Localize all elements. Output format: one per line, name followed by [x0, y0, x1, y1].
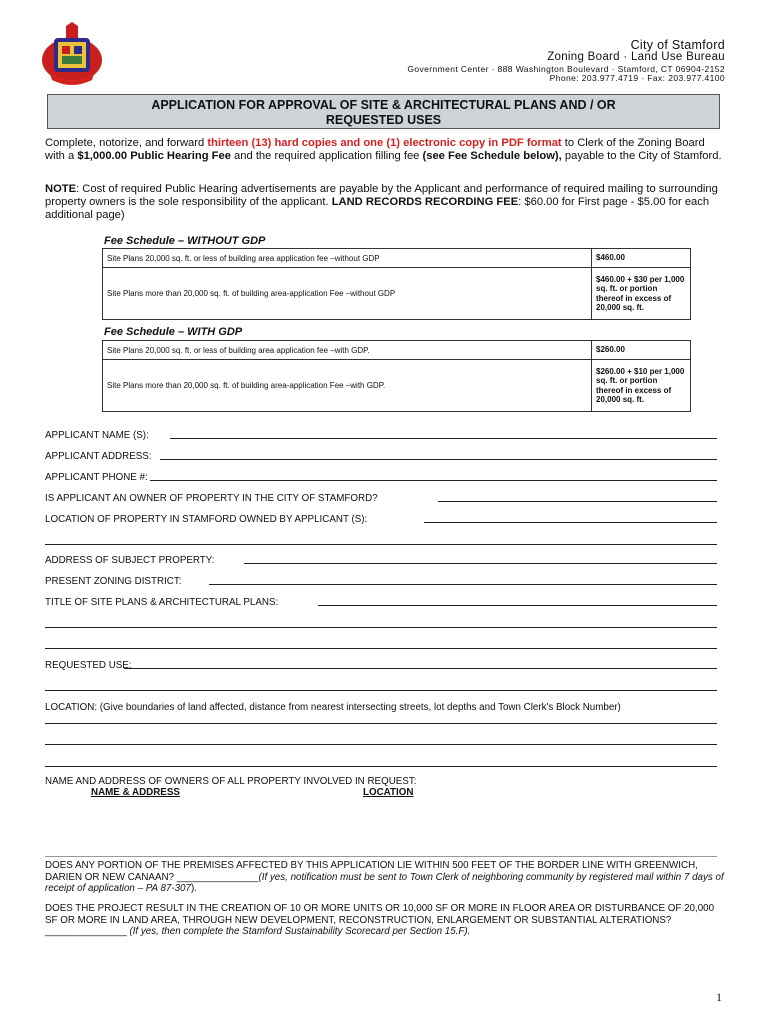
fee-desc: Site Plans 20,000 sq. ft. or less of building area application fee –with GDP. [103, 341, 592, 360]
applicant-address-label: APPLICANT ADDRESS: [45, 451, 152, 462]
border-question-text: DOES ANY PORTION OF THE PREMISES AFFECTED BY THIS APPLICATION LIE WITHIN 500 FEET OF THE BORDER LINE WITH GREENWICH, DARIEN OR NEW CANAAN? _______________ [45, 860, 698, 883]
fee-amount: $260.00 [592, 341, 691, 360]
fee-amount: $460.00 + $30 per 1,000 sq. ft. or portion thereof in excess of 20,000 sq. ft. [592, 268, 691, 320]
intro-paragraph [45, 137, 725, 163]
recording-fee-label: LAND RECORDS RECORDING FEE [331, 196, 519, 208]
form-title-line1: APPLICATION FOR APPROVAL OF SITE & ARCHITECTURAL PLANS AND / OR [151, 98, 616, 112]
intro-a: Complete, notorize, and forward [45, 137, 208, 149]
owners-col-location: LOCATION [363, 787, 414, 798]
location-field-line3[interactable] [45, 766, 717, 767]
table-row [103, 268, 691, 320]
plans-title-field-line2[interactable] [45, 627, 717, 628]
border-question-note: (If yes, notification must be sent to Town Clerk of neighboring community by registered mail within 7 days of receipt of application – PA 87-307 [45, 871, 724, 894]
is-owner-field[interactable] [438, 501, 717, 502]
plans-title-field-line3[interactable] [45, 648, 717, 649]
plans-title-field[interactable] [318, 605, 717, 606]
intro-copies: thirteen (13) hard copies and one (1) electronic copy in PDF format [207, 137, 562, 149]
intro-g: payable to the City of Stamford. [561, 150, 722, 162]
location-field-line2[interactable] [45, 744, 717, 745]
form-title-line2: REQUESTED USES [325, 113, 442, 127]
intro-e: and the required application filling fee [230, 150, 423, 162]
applicant-phone-label: APPLICANT PHONE #: [45, 472, 148, 483]
note-label: NOTE [45, 183, 77, 195]
note-paragraph [45, 183, 725, 222]
bureau-name: Zoning Board · Land Use Bureau [547, 51, 725, 63]
zoning-district-field[interactable] [209, 584, 717, 585]
applicant-name-field[interactable] [170, 438, 717, 439]
note-text: : Cost of required Public Hearing advertisements are payable by the Applicant and performance of required mailing to surrounding property owners is the sole responsibility of the applicant. [45, 183, 718, 208]
zoning-district-label: PRESENT ZONING DISTRICT: [45, 576, 182, 587]
intro-hearing-fee: $1,000.00 Public Hearing Fee [77, 150, 231, 162]
location-label: LOCATION: (Give boundaries of land affected, distance from nearest intersecting streets, lot depths and Town Clerk's Block Number) [45, 702, 621, 713]
fee-desc: Site Plans 20,000 sq. ft. or less of building area application fee –without GDP [103, 249, 592, 268]
requested-use-field-line2[interactable] [45, 690, 717, 691]
border-question [45, 860, 725, 895]
office-address: Government Center · 888 Washington Boulevard · Stamford, CT 06904-2152 [407, 64, 725, 74]
form-title [47, 94, 720, 129]
city-seal-logo [40, 20, 104, 88]
location-owned-field-line2[interactable] [45, 544, 717, 545]
table-row [103, 360, 691, 412]
sustainability-question-text: DOES THE PROJECT RESULT IN THE CREATION OF 10 OR MORE UNITS OR 10,000 SF OR MORE IN FLOOR AREA OR DISTURBANCE OF 20,000 SF OR MORE IN LAND AREA, THROUGH NEW DEVELOPMENT, RECONSTRUCTION, ENLARGEMENT OR SUBSTANTIAL ALTERATIONS? _______________ [45, 903, 715, 937]
plans-title-label: TITLE OF SITE PLANS & ARCHITECTURAL PLANS: [45, 597, 279, 608]
subject-address-label: ADDRESS OF SUBJECT PROPERTY: [45, 555, 215, 566]
table-row [103, 249, 691, 268]
recording-fee-text: : $60.00 for First page - $5.00 for each additional page) [45, 196, 710, 221]
table-row [103, 341, 691, 360]
section-divider [45, 856, 717, 857]
requested-use-field[interactable] [124, 668, 717, 669]
intro-fee-schedule: (see Fee Schedule below), [422, 150, 562, 162]
fee-amount: $260.00 + $10 per 1,000 sq. ft. or portion thereof in excess of 20,000 sq. ft. [592, 360, 691, 412]
applicant-phone-field[interactable] [150, 480, 717, 481]
page-number: 1 [716, 990, 722, 1004]
city-name: City of Stamford [630, 38, 725, 52]
is-owner-label: IS APPLICANT AN OWNER OF PROPERTY IN THE CITY OF STAMFORD? [45, 493, 378, 504]
fee-table-with-gdp [102, 340, 691, 412]
border-question-end: ). [190, 883, 197, 894]
office-phone: Phone: 203.977.4719 · Fax: 203.977.4100 [549, 73, 725, 83]
fee-table-without-gdp [102, 248, 691, 320]
sustainability-question-note: (If yes, then complete the Stamford Sustainability Scorecard per Section 15.F). [129, 926, 471, 937]
fee-desc: Site Plans more than 20,000 sq. ft. of building area-application Fee –with GDP. [103, 360, 592, 412]
location-owned-label: LOCATION OF PROPERTY IN STAMFORD OWNED BY APPLICANT (S): [45, 514, 368, 525]
location-field-line1[interactable] [45, 723, 717, 724]
owners-col-name-address: NAME & ADDRESS [91, 787, 180, 798]
fee-schedule-with-title: Fee Schedule – WITH GDP [104, 326, 243, 338]
fee-desc: Site Plans more than 20,000 sq. ft. of building area-application Fee –without GDP [103, 268, 592, 320]
subject-address-field[interactable] [244, 563, 717, 564]
owners-heading: NAME AND ADDRESS OF OWNERS OF ALL PROPERTY INVOLVED IN REQUEST: [45, 776, 417, 787]
fee-schedule-without-title: Fee Schedule – WITHOUT GDP [104, 235, 266, 247]
applicant-address-field[interactable] [160, 459, 717, 460]
location-owned-field[interactable] [424, 522, 717, 523]
intro-c: to Clerk of the Zoning Board with a [45, 137, 705, 162]
requested-use-label: REQUESTED USE: [45, 660, 132, 671]
sustainability-question [45, 903, 725, 938]
applicant-name-label: APPLICANT NAME (S): [45, 430, 149, 441]
fee-amount: $460.00 [592, 249, 691, 268]
